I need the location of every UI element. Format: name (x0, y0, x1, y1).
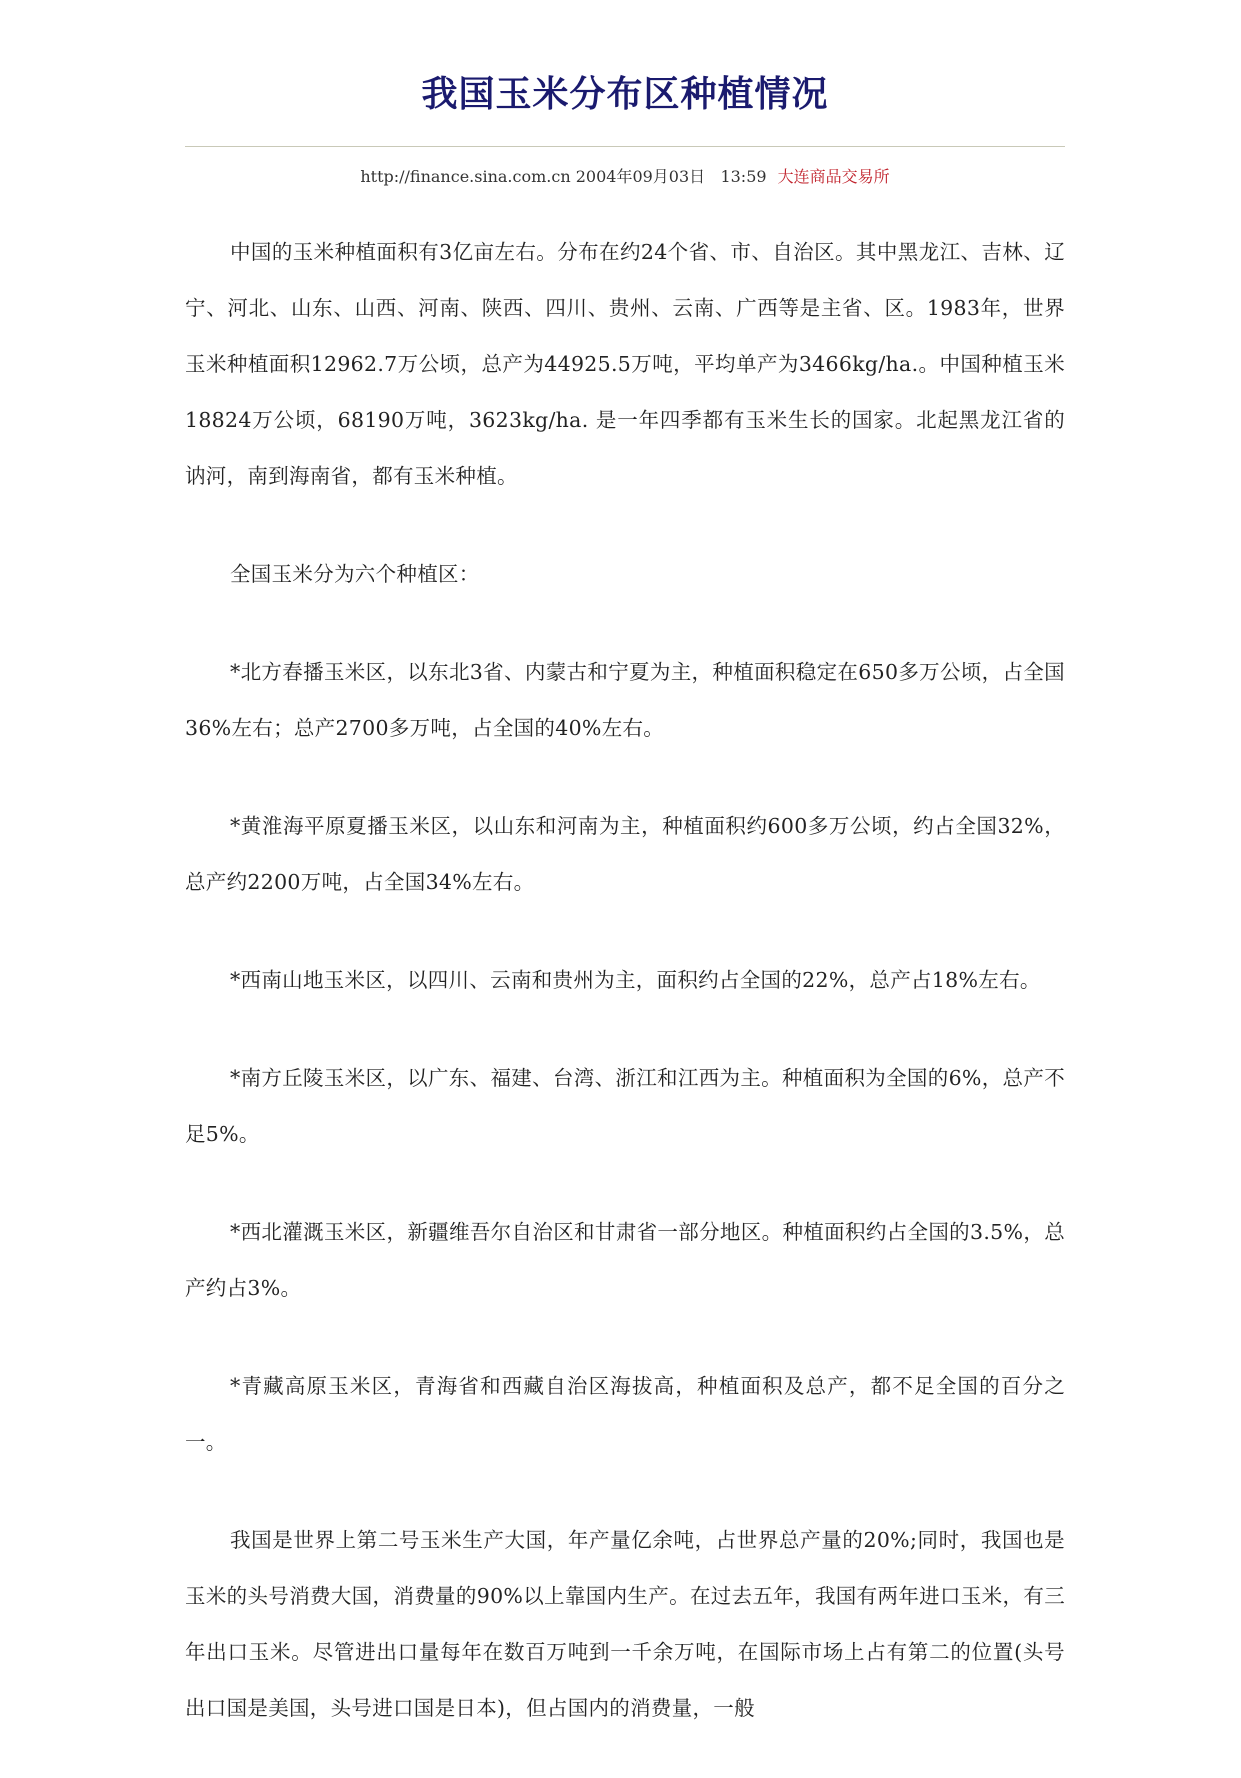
article-meta (185, 164, 1065, 187)
paragraph-region-south: *南方丘陵玉米区，以广东、福建、台湾、浙江和江西为主。种植面积为全国的6%，总产不足5%。 (185, 1066, 1065, 1146)
paragraph-region-north: *北方春播玉米区，以东北3省、内蒙古和宁夏为主，种植面积稳定在650多万公顷，占全国36%左右；总产2700多万吨，占全国的40%左右。 (185, 660, 1065, 740)
article-body (185, 224, 1065, 1778)
paragraph-production-trade: 我国是世界上第二号玉米生产大国，年产量亿余吨，占世界总产量的20%;同时，我国也是玉米的头号消费大国，消费量的90%以上靠国内生产。在过去五年，我国有两年进口玉米，有三年出口玉米。尽管进出口量每年在数百万吨到一千余万吨，在国际市场上占有第二的位置(头号出口国是美国，头号进口国是日本)，但占国内的消费量，一般 (185, 1528, 1065, 1720)
source-url[interactable]: http://finance.sina.com.cn (360, 167, 571, 186)
article-title: 我国玉米分布区种植情况 (421, 73, 829, 115)
paragraph-region-northwest: *西北灌溉玉米区，新疆维吾尔自治区和甘肃省一部分地区。种植面积约占全国的3.5%，总产约占3%。 (185, 1220, 1065, 1300)
paragraph-region-qingzang: *青藏高原玉米区，青海省和西藏自治区海拔高，种植面积及总产，都不足全国的百分之一。 (185, 1374, 1065, 1454)
paragraph-region-southwest: *西南山地玉米区，以四川、云南和贵州为主，面积约占全国的22%，总产占18%左右。 (230, 968, 1041, 992)
publish-date: 2004年09月03日 (575, 167, 706, 186)
paragraph-region-huanghuaihai: *黄淮海平原夏播玉米区，以山东和河南为主，种植面积约600多万公顷，约占全国32%，总产约2200万吨，占全国34%左右。 (185, 814, 1065, 894)
paragraph-intro: 中国的玉米种植面积有3亿亩左右。分布在约24个省、市、自治区。其中黑龙江、吉林、辽宁、河北、山东、山西、河南、陕西、四川、贵州、云南、广西等是主省、区。1983年，世界玉米种植面积12962.7万公顷，总产为44925.5万吨，平均单产为3466kg/ha.。中国种植玉米18824万公顷，68190万吨，3623kg/ha. 是一年四季都有玉米生长的国家。北起黑龙江省的讷河，南到海南省，都有玉米种植。 (185, 240, 1065, 488)
paragraph-regions-heading: 全国玉米分为六个种植区： (230, 562, 480, 586)
publish-time: 13:59 (720, 167, 767, 186)
source-name[interactable]: 大连商品交易所 (777, 167, 890, 186)
title-divider (185, 146, 1065, 147)
